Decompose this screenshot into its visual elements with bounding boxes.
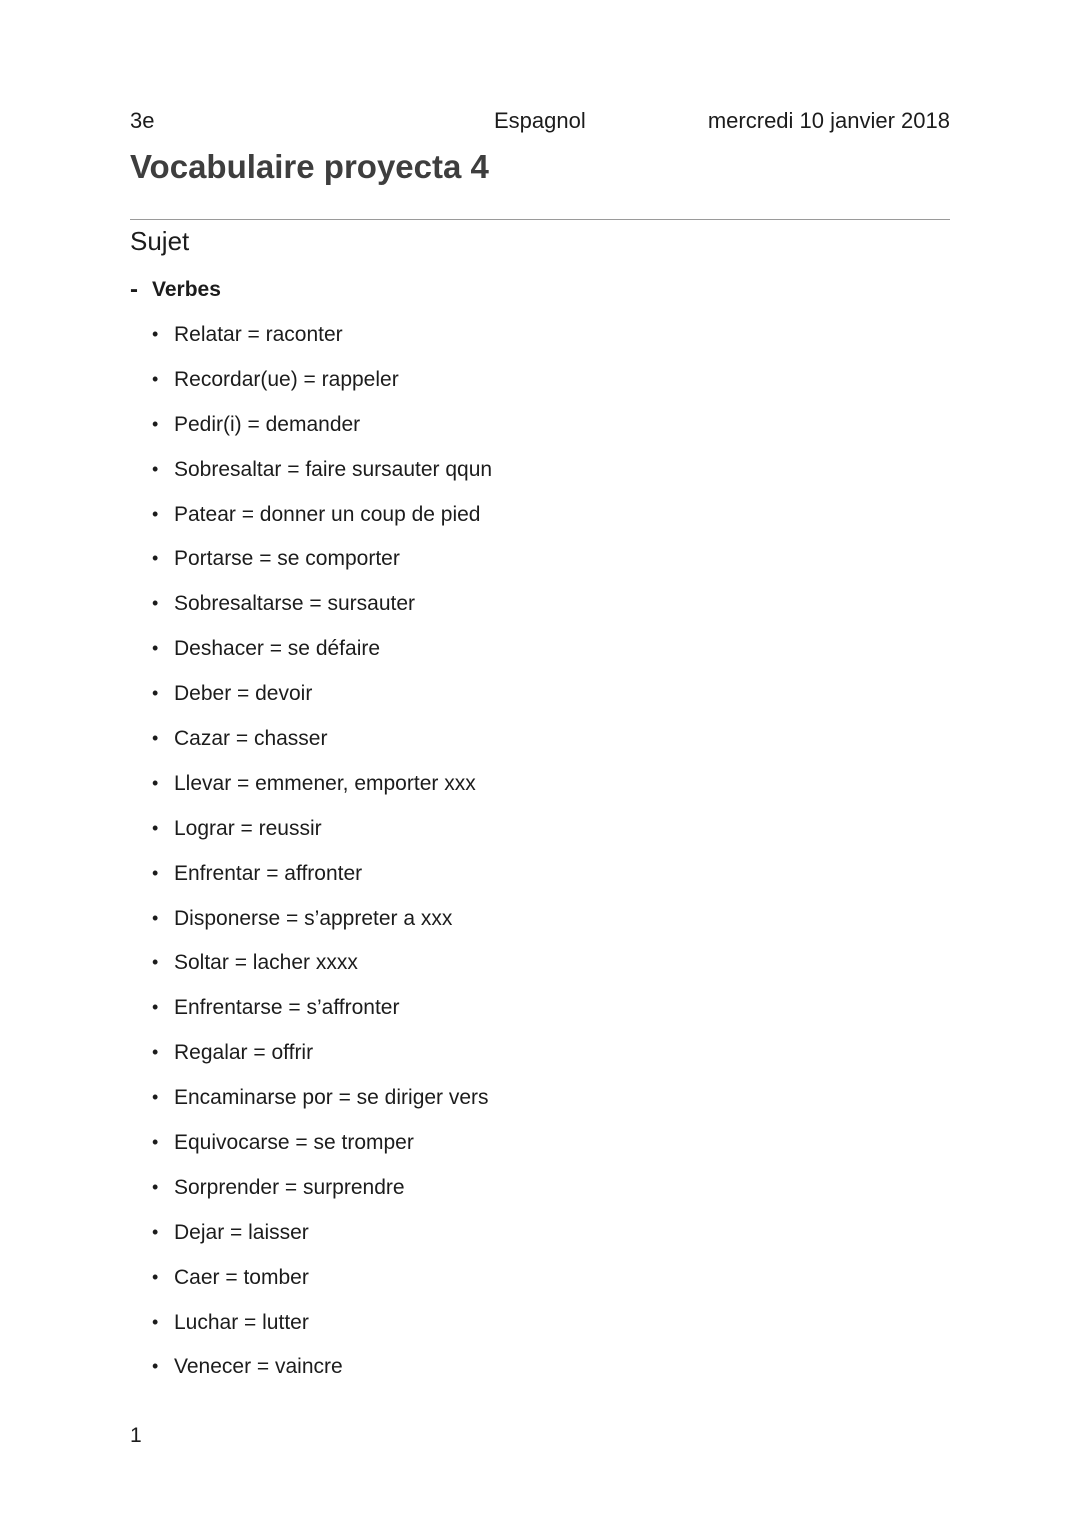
bullet-icon: • — [152, 548, 159, 569]
vocab-item — [152, 312, 492, 357]
vocab-item-text: Portarse = se comporter — [174, 547, 400, 571]
vocab-item-text: Encaminarse por = se diriger vers — [174, 1086, 489, 1110]
bullet-icon: • — [152, 683, 159, 704]
vocab-item — [152, 1030, 492, 1075]
vocab-item-text: Sobresaltarse = sursauter — [174, 592, 416, 616]
bullet-icon: • — [152, 1042, 159, 1063]
vocab-item — [152, 1210, 492, 1255]
bullet-icon: • — [152, 458, 159, 479]
bullet-icon: • — [152, 593, 159, 614]
vocab-item-text: Caer = tomber — [174, 1265, 309, 1289]
bullet-icon: • — [152, 1176, 159, 1197]
vocab-item-text: Venecer = vaincre — [174, 1355, 343, 1379]
group-heading-label: Verbes — [152, 278, 221, 301]
bullet-icon: • — [152, 728, 159, 749]
vocab-item — [152, 940, 492, 985]
vocab-item — [152, 671, 492, 716]
bullet-icon: • — [152, 1356, 159, 1377]
vocab-item-text: Patear = donner un coup de pied — [174, 502, 481, 526]
vocab-item — [152, 896, 492, 941]
vocab-item-text: Deber = devoir — [174, 682, 313, 706]
vocab-item — [152, 716, 492, 761]
vocab-item — [152, 1165, 492, 1210]
vocab-item-text: Enfrentarse = s’affronter — [174, 996, 400, 1020]
bullet-icon: • — [152, 772, 159, 793]
vocab-item — [152, 985, 492, 1030]
bullet-icon: • — [152, 638, 159, 659]
vocab-item-text: Sobresaltar = faire sursauter qqun — [174, 457, 493, 481]
vocab-item — [152, 761, 492, 806]
bullet-icon: • — [152, 503, 159, 524]
vocab-item — [152, 1075, 492, 1120]
dash-marker: - — [130, 276, 138, 303]
bullet-icon: • — [152, 1132, 159, 1153]
title-divider — [130, 219, 950, 220]
vocabulary-list — [152, 312, 492, 1389]
page-header — [130, 108, 950, 138]
vocab-item-text: Luchar = lutter — [174, 1310, 309, 1334]
vocab-item-text: Enfrentar = affronter — [174, 861, 363, 885]
vocab-item-text: Soltar = lacher xxxx — [174, 951, 358, 975]
group-heading — [130, 276, 221, 304]
vocab-item-text: Sorprender = surprendre — [174, 1175, 405, 1199]
bullet-icon: • — [152, 1311, 159, 1332]
bullet-icon: • — [152, 907, 159, 928]
vocab-item — [152, 626, 492, 671]
vocab-item — [152, 492, 492, 537]
vocab-item — [152, 806, 492, 851]
vocab-item-text: Disponerse = s’appreter a xxx — [174, 906, 453, 930]
vocab-item — [152, 1300, 492, 1345]
vocab-item-text: Deshacer = se défaire — [174, 637, 381, 661]
vocab-item-text: Recordar(ue) = rappeler — [174, 367, 399, 391]
vocab-item — [152, 1344, 492, 1389]
vocab-item-text: Lograr = reussir — [174, 816, 322, 840]
header-date: mercredi 10 janvier 2018 — [707, 108, 950, 133]
vocab-item — [152, 1120, 492, 1165]
vocab-item — [152, 581, 492, 626]
page-number: 1 — [130, 1424, 142, 1447]
bullet-icon: • — [152, 817, 159, 838]
header-subject: Espagnol — [494, 108, 586, 133]
vocab-item-text: Equivocarse = se tromper — [174, 1131, 414, 1155]
vocab-item — [152, 402, 492, 447]
bullet-icon: • — [152, 1266, 159, 1287]
vocab-item-text: Regalar = offrir — [174, 1041, 314, 1065]
bullet-icon: • — [152, 324, 159, 344]
bullet-icon: • — [152, 997, 159, 1018]
bullet-icon: • — [152, 952, 159, 973]
vocab-item-text: Llevar = emmener, emporter xxx — [174, 771, 476, 795]
vocab-item-text: Cazar = chasser — [174, 727, 328, 751]
section-heading: Sujet — [130, 226, 190, 256]
bullet-icon: • — [152, 413, 159, 434]
bullet-icon: • — [152, 368, 159, 389]
vocab-item-text: Pedir(i) = demander — [174, 412, 361, 436]
vocab-item-text: Relatar = raconter — [174, 323, 343, 346]
document-title: Vocabulaire proyecta 4 — [130, 148, 489, 185]
vocab-item — [152, 1255, 492, 1300]
bullet-icon: • — [152, 862, 159, 883]
vocab-item — [152, 447, 492, 492]
bullet-icon: • — [152, 1221, 159, 1242]
bullet-icon: • — [152, 1087, 159, 1108]
header-grade: 3e — [130, 108, 155, 133]
vocab-item-text: Dejar = laisser — [174, 1220, 309, 1244]
vocab-item — [152, 851, 492, 896]
vocab-item — [152, 536, 492, 581]
vocab-item — [152, 357, 492, 402]
